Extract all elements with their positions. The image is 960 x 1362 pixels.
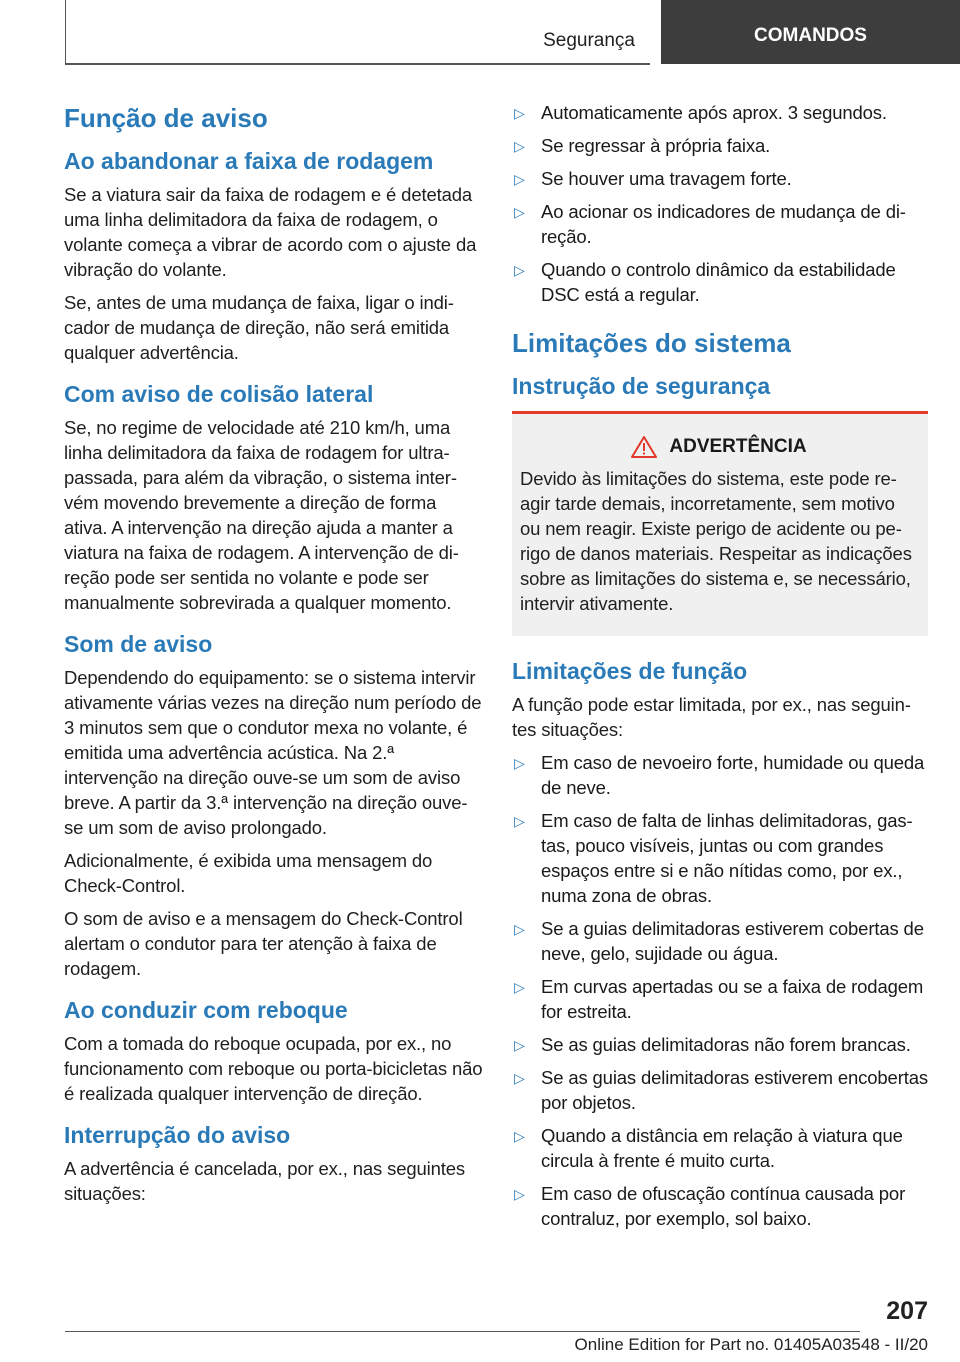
warning-triangle-icon	[631, 436, 657, 458]
triangle-bullet-icon: ▷	[514, 921, 525, 937]
triangle-bullet-icon: ▷	[514, 204, 525, 220]
list-item: ▷ Se a guias delimitadoras estiverem cobertas de neve, gelo, sujidade ou água.	[514, 918, 924, 964]
heading-interruption: Interrupção do aviso	[64, 1122, 291, 1148]
list-item: ▷ Se regressar à própria faixa.	[512, 133, 928, 158]
footer-rule	[65, 1331, 860, 1332]
triangle-bullet-icon: ▷	[514, 138, 525, 154]
heading-function-limits: Limitações de função	[512, 658, 748, 684]
bullet-list-interruption	[512, 100, 928, 307]
list-item: ▷ Em caso de falta de linhas delimitadoras, gastas, pouco visíveis, juntas ou com grandes espaços entre si e não nítidas como, por ex., numa zona de obras.	[514, 810, 913, 906]
list-item: ▷ Quando a distância em relação à viatura que circula à frente é muito curta.	[514, 1125, 903, 1171]
list-item: ▷ Em caso de nevoeiro forte, humidade ou queda de neve.	[514, 752, 925, 798]
header-section-label: Segurança	[543, 30, 635, 51]
section-title-system-limits: Limitações do sistema	[512, 328, 791, 358]
list-item: ▷ Ao acionar os indicadores de mudança de direção.	[514, 201, 906, 247]
paragraph: O som de aviso e a mensagem do Check-Control alertam o condutor para ter atenção à faixa de rodagem.	[64, 908, 463, 979]
triangle-bullet-icon: ▷	[514, 979, 525, 995]
header-rule	[65, 63, 650, 65]
paragraph: Com a tomada do reboque ocupada, por ex., no funcionamento com reboque ou porta-bicicletas não é realizada qualquer intervenção de direção.	[64, 1033, 483, 1104]
warning-text: Devido às limitações do sistema, este pode reagir tarde demais, incorretamente, sem motivo ou nem reagir. Existe perigo de acidente ou perigo de danos materiais. Respeitar as indicações sobre as limitações do sistema e, se necessário, intervir ativamente.	[520, 468, 912, 614]
warning-header	[520, 436, 918, 458]
paragraph: Adicionalmente, é exibida uma mensagem do Check-Control.	[64, 850, 433, 896]
list-item: ▷ Quando o controlo dinâmico da estabilidade DSC está a regular.	[514, 259, 896, 305]
list-item: ▷ Se as guias delimitadoras estiverem encobertas por objetos.	[514, 1067, 928, 1113]
paragraph: Dependendo do equipamento: se o sistema intervir ativamente várias vezes na direção num período de 3 minutos sem que o condutor mexa no volante, é emitida uma advertência acústica. Na 2.ª intervenção na direção ouve-se um som de aviso breve. A partir da 3.ª intervenção na direção ouve-se um som de aviso prolongado.	[64, 667, 482, 838]
header-divider	[65, 0, 66, 64]
triangle-bullet-icon: ▷	[514, 1070, 525, 1086]
triangle-bullet-icon: ▷	[514, 1128, 525, 1144]
page-number: 207	[886, 1297, 928, 1325]
heading-abandon-lane: Ao abandonar a faixa de rodagem	[64, 148, 434, 174]
paragraph: Se a viatura sair da faixa de rodagem e é detetada uma linha delimitadora da faixa de rodagem, o volante começa a vibrar de acordo com o ajuste da vibração do volante.	[64, 184, 477, 280]
paragraph: A função pode estar limitada, por ex., nas seguintes situações:	[512, 694, 911, 740]
warning-box	[512, 411, 928, 636]
right-column	[512, 100, 928, 1239]
paragraph: Se, antes de uma mudança de faixa, ligar o indicador de mudança de direção, não será emitida qualquer advertência.	[64, 292, 454, 363]
section-title-funcao-aviso: Função de aviso	[64, 103, 268, 133]
list-item: ▷ Se as guias delimitadoras não forem brancas.	[512, 1032, 928, 1057]
list-item: ▷ Se houver uma travagem forte.	[512, 166, 928, 191]
list-item: ▷ Em curvas apertadas ou se a faixa de rodagem for estreita.	[514, 976, 924, 1022]
paragraph: A advertência é cancelada, por ex., nas seguintes situações:	[64, 1158, 465, 1204]
left-column	[64, 100, 484, 1214]
footer-edition: Online Edition for Part no. 01405A03548 - II/20	[574, 1335, 928, 1354]
list-item: ▷ Automaticamente após aprox. 3 segundos.	[512, 100, 928, 125]
heading-safety-instruction: Instrução de segurança	[512, 373, 771, 399]
triangle-bullet-icon: ▷	[514, 105, 525, 121]
triangle-bullet-icon: ▷	[514, 1186, 525, 1202]
triangle-bullet-icon: ▷	[514, 813, 525, 829]
list-item: ▷ Em caso de ofuscação contínua causada por contraluz, por exemplo, sol baixo.	[514, 1183, 906, 1229]
triangle-bullet-icon: ▷	[514, 262, 525, 278]
triangle-bullet-icon: ▷	[514, 755, 525, 771]
header-chapter-tab: COMANDOS	[661, 0, 960, 64]
heading-trailer: Ao conduzir com reboque	[64, 997, 348, 1023]
paragraph: Se, no regime de velocidade até 210 km/h, uma linha delimitadora da faixa de rodagem for ultrapassada, para além da vibração, o sistema intervém movendo brevemente a direção de forma ativa. A intervenção na direção ajuda a manter a viatura na faixa de rodagem. A intervenção de direção pode ser sentida no volante e pode ser manualmente sobrevirada a qualquer momento.	[64, 417, 459, 613]
heading-side-collision: Com aviso de colisão lateral	[64, 381, 374, 407]
warning-title: ADVERTÊNCIA	[669, 436, 807, 457]
heading-warning-sound: Som de aviso	[64, 631, 213, 657]
triangle-bullet-icon: ▷	[514, 1037, 525, 1053]
bullet-list-limitations	[512, 750, 928, 1231]
triangle-bullet-icon: ▷	[514, 171, 525, 187]
